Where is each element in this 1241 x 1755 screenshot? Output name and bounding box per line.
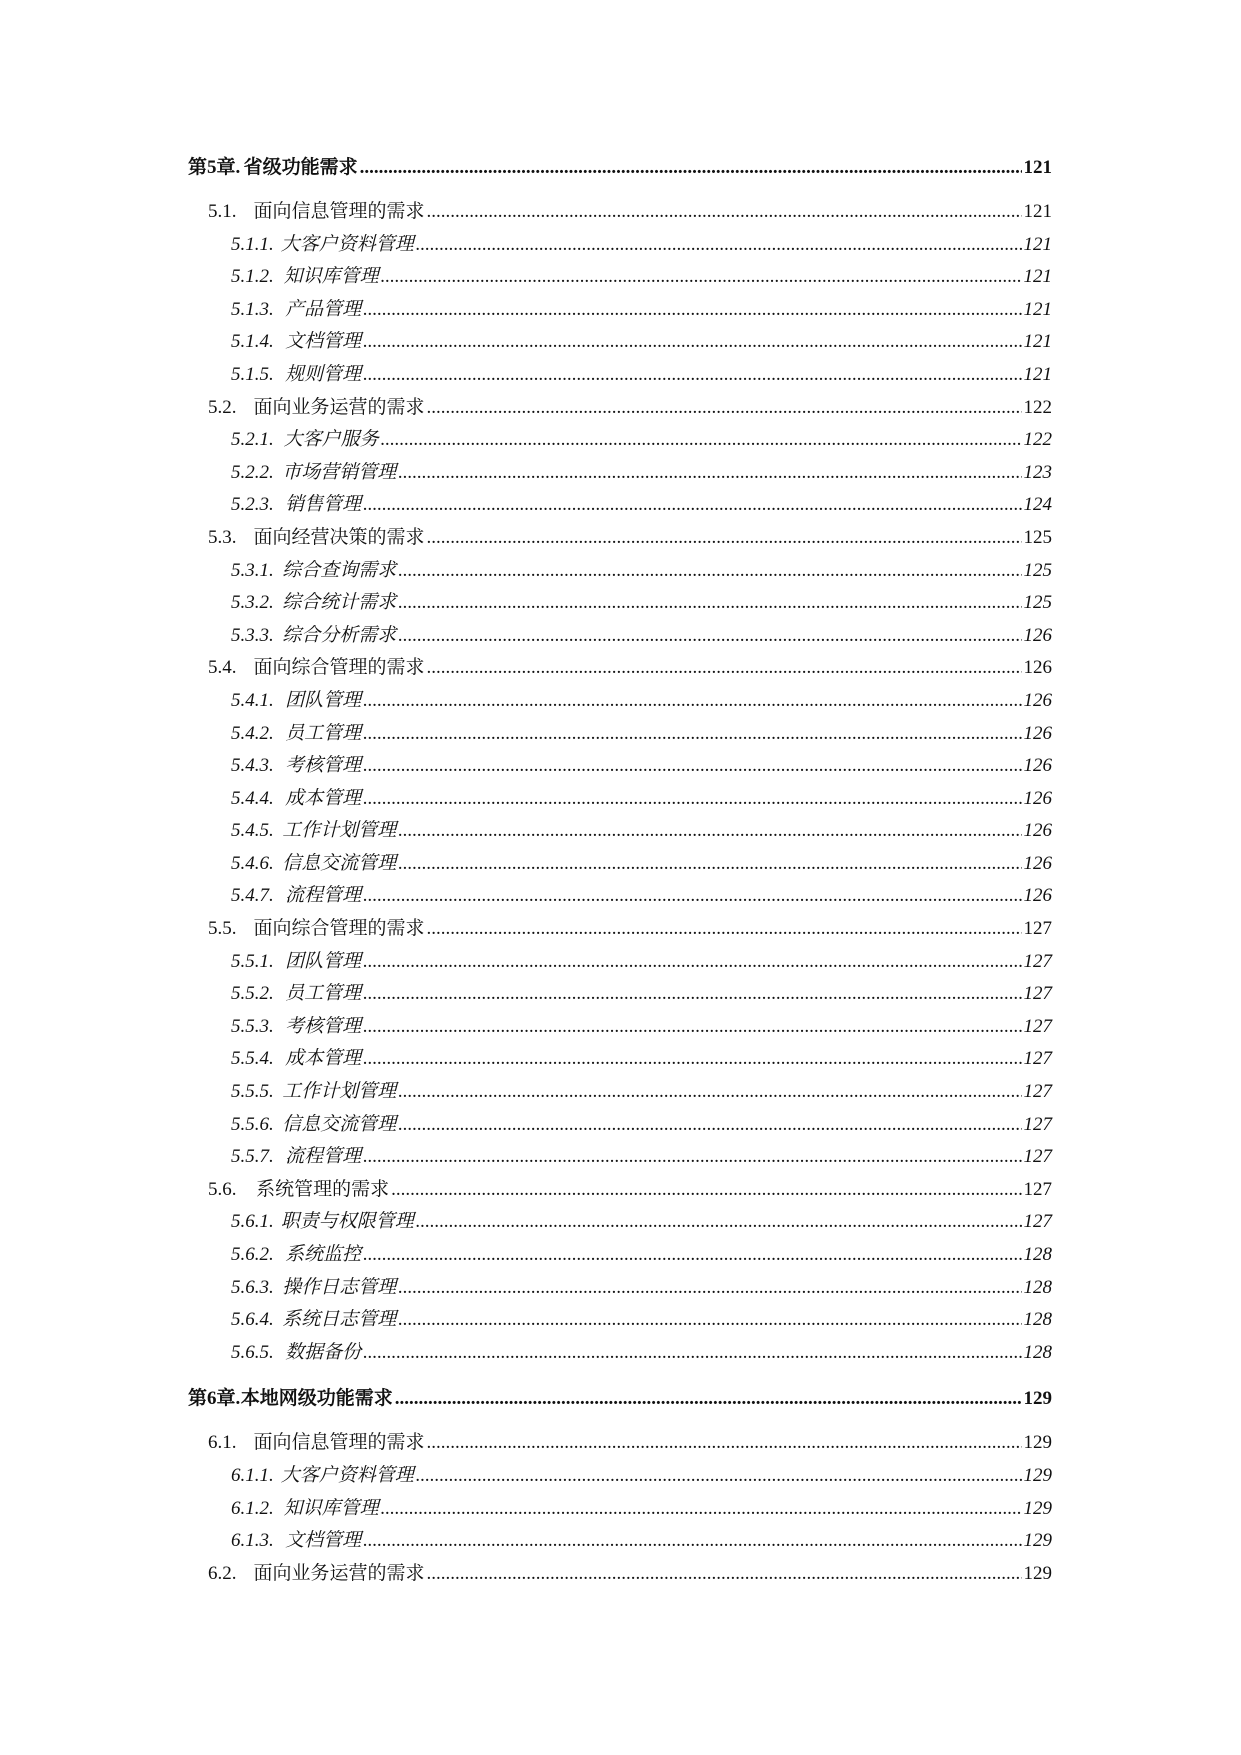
toc-subsection-entry[interactable]: [188, 1239, 1052, 1272]
toc-entry-number: 5.6.1.: [231, 1211, 274, 1233]
toc-section-entry[interactable]: [188, 652, 1052, 685]
toc-section-entry[interactable]: [188, 522, 1052, 555]
toc-entry-title: 面向综合管理的需求: [253, 657, 425, 679]
toc-page-number: 127: [1023, 1146, 1052, 1168]
toc-entry-number: 5.5.5.: [231, 1081, 274, 1103]
toc-dot-leader: [363, 494, 1021, 516]
toc-page-number: 129: [1023, 1464, 1052, 1486]
toc-entry-title: 文档管理: [285, 1530, 362, 1552]
toc-subsection-entry[interactable]: [188, 880, 1052, 913]
toc-entry-title: 系统监控: [285, 1244, 362, 1265]
toc-entry-number: 5.4.3.: [231, 755, 274, 777]
toc-dot-leader: [398, 1081, 1021, 1103]
toc-subsection-entry[interactable]: [188, 1337, 1052, 1370]
toc-page-number: 128: [1023, 1276, 1052, 1298]
toc-dot-leader: [363, 1244, 1021, 1266]
toc-dot-leader: [381, 429, 1022, 451]
toc-entry-title: 综合分析需求: [282, 624, 397, 646]
toc-entry-number: 5.5.1.: [231, 950, 274, 972]
toc-entry-title: 面向信息管理的需求: [253, 201, 425, 222]
toc-section-entry[interactable]: [188, 1558, 1052, 1591]
toc-subsection-entry[interactable]: [188, 718, 1052, 751]
toc-section-entry[interactable]: [188, 913, 1052, 946]
toc-page-number: 126: [1023, 885, 1052, 907]
toc-entry-title: 面向业务运营的需求: [253, 396, 425, 418]
toc-page-number: 128: [1023, 1244, 1052, 1265]
toc-entry-title: 信息交流管理: [282, 852, 397, 874]
toc-entry-number: 5.4.6.: [231, 852, 274, 874]
toc-page-number: 127: [1023, 1048, 1052, 1070]
toc-dot-leader: [398, 820, 1021, 842]
toc-page-number: 126: [1023, 755, 1052, 777]
toc-dot-leader: [426, 918, 1021, 940]
toc-dot-leader: [363, 1146, 1021, 1168]
toc-dot-leader: [391, 1179, 1021, 1201]
toc-entry-number: 5.6.4.: [231, 1309, 274, 1331]
toc-entry-title: 系统管理的需求: [256, 1178, 390, 1200]
toc-entry-title: 成本管理: [285, 1048, 362, 1070]
toc-page-number: 127: [1023, 1113, 1052, 1135]
toc-entry-title: 知识库管理: [283, 266, 379, 288]
toc-section-entry[interactable]: [188, 1427, 1052, 1460]
toc-dot-leader: [363, 755, 1021, 777]
toc-page-number: 121: [1023, 157, 1052, 178]
toc-page-number: 129: [1023, 1497, 1052, 1519]
toc-entry-number: 5.5.4.: [231, 1048, 274, 1070]
toc-entry-title: 面向经营决策的需求: [253, 526, 425, 548]
toc-page-number: 128: [1023, 1309, 1052, 1331]
toc-entry-number: 5.3.3.: [231, 624, 274, 646]
toc-dot-leader: [363, 983, 1021, 1005]
toc-entry-number: 5.4.5.: [231, 820, 274, 842]
toc-entry-number: 6.2.: [208, 1562, 237, 1584]
toc-subsection-entry[interactable]: [188, 783, 1052, 816]
toc-dot-leader: [363, 1048, 1021, 1070]
toc-dot-leader: [363, 364, 1021, 386]
toc-dot-leader: [398, 462, 1021, 484]
toc-subsection-entry[interactable]: [188, 1043, 1052, 1076]
toc-dot-leader: [426, 527, 1021, 549]
toc-dot-leader: [426, 1432, 1021, 1454]
toc-subsection-entry[interactable]: [188, 1076, 1052, 1109]
toc-entry-number: 5.5.2.: [231, 983, 274, 1005]
toc-entry-title: 流程管理: [285, 885, 362, 907]
toc-entry-number: 第5章.: [188, 157, 241, 178]
toc-entry-number: 5.6.3.: [231, 1276, 274, 1298]
toc-subsection-entry[interactable]: [188, 587, 1052, 620]
toc-entry-number: 5.5.7.: [231, 1146, 274, 1168]
toc-dot-leader: [363, 1016, 1021, 1038]
toc-entry-number: 6.1.3.: [231, 1530, 274, 1552]
toc-dot-leader: [426, 1563, 1021, 1585]
toc-entry-number: 5.6.: [208, 1178, 237, 1200]
toc-dot-leader: [398, 1277, 1021, 1299]
toc-entry-title: 职责与权限管理: [280, 1211, 414, 1233]
toc-entry-title: 团队管理: [285, 950, 362, 972]
toc-entry-number: 5.3.2.: [231, 592, 274, 614]
toc-entry-number: 5.1.5.: [231, 363, 274, 385]
toc-subsection-entry[interactable]: [188, 1206, 1052, 1239]
toc-subsection-entry[interactable]: [188, 457, 1052, 490]
toc-page-number: 124: [1023, 494, 1052, 516]
toc-page-number: 127: [1023, 1081, 1052, 1103]
toc-chapter-entry[interactable]: [188, 152, 1052, 184]
toc-page-number: 125: [1023, 592, 1052, 614]
toc-page-number: 125: [1023, 526, 1052, 548]
toc-entry-title: 面向综合管理的需求: [253, 918, 425, 940]
toc-page-number: 126: [1023, 689, 1052, 711]
toc-subsection-entry[interactable]: [188, 229, 1052, 262]
toc-dot-leader: [381, 266, 1022, 288]
toc-subsection-entry[interactable]: [188, 326, 1052, 359]
toc-entry-number: 6.1.1.: [231, 1464, 274, 1486]
toc-entry-number: 5.4.: [208, 657, 237, 679]
toc-dot-leader: [363, 951, 1021, 973]
toc-dot-leader: [360, 157, 1022, 179]
toc-entry-title: 产品管理: [285, 298, 362, 320]
toc-subsection-entry[interactable]: [188, 294, 1052, 327]
toc-entry-number: 5.6.5.: [231, 1341, 274, 1363]
toc-entry-title: 员工管理: [285, 722, 362, 744]
toc-entry-title: 市场营销管理: [282, 461, 397, 483]
toc-page-number: 125: [1023, 559, 1052, 581]
toc-dot-leader: [416, 1211, 1022, 1233]
toc-dot-leader: [398, 1114, 1021, 1136]
toc-entry-title: 大客户服务: [283, 429, 379, 451]
toc-page-number: 128: [1023, 1341, 1052, 1363]
toc-page-number: 127: [1023, 918, 1052, 940]
toc-subsection-entry[interactable]: [188, 1141, 1052, 1174]
toc-entry-title: 流程管理: [285, 1146, 362, 1168]
toc-entry-number: 5.4.2.: [231, 722, 274, 744]
toc-dot-leader: [363, 1530, 1021, 1552]
toc-subsection-entry[interactable]: [188, 815, 1052, 848]
toc-subsection-entry[interactable]: [188, 1011, 1052, 1044]
toc-dot-leader: [416, 1465, 1022, 1487]
toc-subsection-entry[interactable]: [188, 848, 1052, 881]
toc-page-number: 127: [1023, 1211, 1052, 1233]
toc-entry-title: 考核管理: [285, 1015, 362, 1037]
toc-page-number: 129: [1023, 1388, 1052, 1410]
toc-entry-number: 5.1.1.: [231, 233, 274, 255]
toc-dot-leader: [395, 1388, 1022, 1410]
toc-dot-leader: [363, 690, 1021, 712]
toc-page-number: 121: [1023, 201, 1052, 222]
toc-entry-title: 工作计划管理: [282, 1081, 397, 1103]
toc-entry-number: 5.4.7.: [231, 885, 274, 907]
toc-entry-number: 5.6.2.: [231, 1244, 274, 1265]
toc-page-number: 126: [1023, 624, 1052, 646]
toc-page-number: 123: [1023, 461, 1052, 483]
toc-subsection-entry[interactable]: [188, 555, 1052, 588]
toc-entry-number: 5.2.3.: [231, 494, 274, 516]
toc-dot-leader: [381, 1498, 1022, 1520]
toc-entry-title: 员工管理: [285, 983, 362, 1005]
toc-entry-number: 5.2.1.: [231, 429, 274, 451]
toc-page-number: 121: [1023, 233, 1052, 255]
toc-entry-title: 销售管理: [285, 494, 362, 516]
toc-entry-number: 5.3.: [208, 526, 237, 548]
toc-entry-title: 规则管理: [285, 363, 362, 385]
toc-entry-number: 5.4.4.: [231, 787, 274, 809]
toc-subsection-entry[interactable]: [188, 750, 1052, 783]
toc-entry-number: 5.1.2.: [231, 266, 274, 288]
toc-entry-title: 数据备份: [285, 1341, 362, 1363]
toc-dot-leader: [363, 1342, 1021, 1364]
toc-subsection-entry[interactable]: [188, 1493, 1052, 1526]
toc-page-number: 121: [1023, 363, 1052, 385]
toc-section-entry[interactable]: [188, 392, 1052, 425]
toc-dot-leader: [363, 885, 1021, 907]
toc-entry-title: 成本管理: [285, 787, 362, 809]
toc-subsection-entry[interactable]: [188, 1304, 1052, 1337]
toc-subsection-entry[interactable]: [188, 978, 1052, 1011]
toc-dot-leader: [416, 234, 1022, 256]
toc-subsection-entry[interactable]: [188, 261, 1052, 294]
toc-entry-number: 5.5.: [208, 918, 237, 940]
toc-page-number: 126: [1023, 657, 1052, 679]
toc-subsection-entry[interactable]: [188, 359, 1052, 392]
toc-dot-leader: [398, 560, 1021, 582]
toc-subsection-entry[interactable]: [188, 1109, 1052, 1142]
toc-page-number: 127: [1023, 950, 1052, 972]
toc-entry-title: 面向信息管理的需求: [253, 1432, 425, 1454]
toc-section-entry[interactable]: [188, 1174, 1052, 1207]
toc-page-number: 127: [1023, 983, 1052, 1005]
toc-subsection-entry[interactable]: [188, 1460, 1052, 1493]
toc-dot-leader: [398, 592, 1021, 614]
toc-dot-leader: [398, 625, 1021, 647]
toc-section-entry[interactable]: [188, 196, 1052, 229]
toc-dot-leader: [426, 201, 1021, 223]
toc-page-number: 126: [1023, 722, 1052, 744]
toc-entry-number: 6.1.2.: [231, 1497, 274, 1519]
toc-entry-number: 5.3.1.: [231, 559, 274, 581]
toc-chapter-entry[interactable]: [188, 1383, 1052, 1415]
toc-page-number: 122: [1023, 396, 1052, 418]
toc-dot-leader: [426, 397, 1021, 419]
toc-entry-title: 省级功能需求: [243, 157, 358, 178]
toc-entry-title: 信息交流管理: [282, 1113, 397, 1135]
toc-entry-number: 5.5.3.: [231, 1015, 274, 1037]
toc-entry-title: 大客户资料管理: [280, 1464, 414, 1486]
toc-entry-number: 第6章.: [188, 1388, 241, 1410]
toc-dot-leader: [363, 299, 1021, 321]
toc-dot-leader: [363, 723, 1021, 745]
toc-page-number: 129: [1023, 1530, 1052, 1552]
table-of-contents: [188, 152, 1052, 1590]
toc-entry-title: 系统日志管理: [282, 1309, 397, 1331]
toc-entry-title: 本地网级功能需求: [240, 1388, 393, 1410]
toc-page-number: 127: [1023, 1178, 1052, 1200]
toc-entry-title: 大客户资料管理: [280, 233, 414, 255]
toc-page-number: 127: [1023, 1015, 1052, 1037]
toc-page-number: 121: [1023, 298, 1052, 320]
toc-page-number: 126: [1023, 820, 1052, 842]
toc-entry-number: 5.4.1.: [231, 689, 274, 711]
toc-page-number: 129: [1023, 1562, 1052, 1584]
toc-entry-title: 知识库管理: [283, 1497, 379, 1519]
toc-entry-title: 操作日志管理: [282, 1276, 397, 1298]
toc-page-number: 121: [1023, 266, 1052, 288]
toc-dot-leader: [398, 1309, 1021, 1331]
toc-entry-title: 综合统计需求: [282, 592, 397, 614]
toc-entry-title: 考核管理: [285, 755, 362, 777]
toc-entry-number: 6.1.: [208, 1432, 237, 1454]
toc-dot-leader: [398, 853, 1021, 875]
toc-page-number: 126: [1023, 852, 1052, 874]
toc-subsection-entry[interactable]: [188, 1272, 1052, 1305]
toc-entry-number: 5.1.4.: [231, 331, 274, 353]
toc-dot-leader: [363, 788, 1021, 810]
toc-page-number: 129: [1023, 1432, 1052, 1454]
toc-entry-number: 5.1.: [208, 201, 237, 222]
toc-entry-title: 综合查询需求: [282, 559, 397, 581]
toc-subsection-entry[interactable]: [188, 685, 1052, 718]
toc-entry-title: 面向业务运营的需求: [253, 1562, 425, 1584]
toc-entry-number: 5.5.6.: [231, 1113, 274, 1135]
toc-page-number: 122: [1023, 429, 1052, 451]
toc-entry-title: 文档管理: [285, 331, 362, 353]
toc-subsection-entry[interactable]: [188, 489, 1052, 522]
toc-page-number: 126: [1023, 787, 1052, 809]
toc-subsection-entry[interactable]: [188, 424, 1052, 457]
toc-subsection-entry[interactable]: [188, 946, 1052, 979]
toc-dot-leader: [363, 331, 1021, 353]
toc-entry-number: 5.2.2.: [231, 461, 274, 483]
toc-entry-number: 5.2.: [208, 396, 237, 418]
toc-entry-title: 工作计划管理: [282, 820, 397, 842]
toc-entry-number: 5.1.3.: [231, 298, 274, 320]
toc-subsection-entry[interactable]: [188, 1525, 1052, 1558]
toc-subsection-entry[interactable]: [188, 620, 1052, 653]
toc-dot-leader: [426, 657, 1021, 679]
toc-page-number: 121: [1023, 331, 1052, 353]
toc-entry-title: 团队管理: [285, 689, 362, 711]
